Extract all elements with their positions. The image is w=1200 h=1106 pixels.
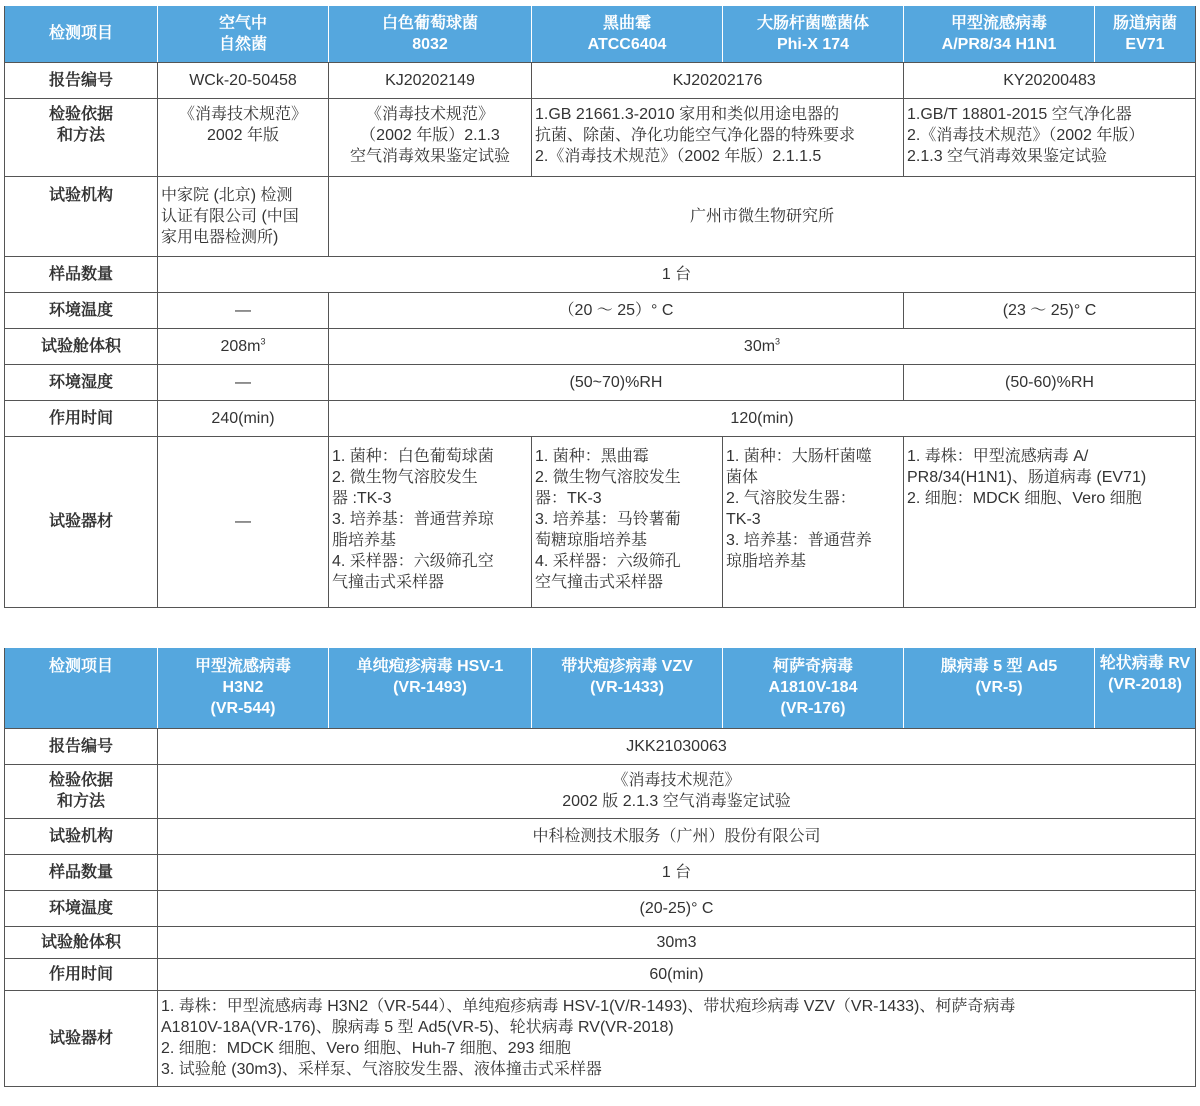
row2-equipment (5, 990, 1196, 1086)
header-ev71: 肠道病菌 EV71 (1095, 6, 1196, 62)
equipment-flu-ev: 1. 毒株：甲型流感病毒 A/ PR8/34(H1N1)、肠道病毒 (EV71) 2. 细胞：MDCK 细胞、Vero 细胞 (904, 436, 1196, 607)
duration-natural: 240(min) (158, 400, 329, 436)
equipment-asp: 1. 菌种：黑曲霉 2. 微生物气溶胶发生 器：TK-3 3. 培养基：马铃薯葡 萄糖琼脂培养基 4. 采样器：六级筛孔 空气撞击式采样器 (532, 436, 723, 607)
equipment-natural: — (158, 436, 329, 607)
header-row-2 (5, 648, 1196, 728)
label-report-no: 报告编号 (5, 62, 158, 98)
label2-volume: 试验舱体积 (5, 926, 158, 958)
volume-others (329, 328, 1196, 364)
temperature-mid: （20 ～ 25）° C (329, 292, 904, 328)
institution-natural: 中家院 (北京) 检测 认证有限公司 (中国 家用电器检测所) (158, 176, 329, 256)
label2-basis: 检验依据 和方法 (5, 764, 158, 818)
label-volume: 试验舱体积 (5, 328, 158, 364)
report-no-flu-ev: KY20200483 (904, 62, 1196, 98)
volume-natural (158, 328, 329, 364)
label2-temperature: 环境温度 (5, 890, 158, 926)
label2-equipment: 试验器材 (5, 990, 158, 1086)
basis-staph: 《消毒技术规范》 （2002 年版）2.1.3 空气消毒效果鉴定试验 (329, 98, 532, 176)
row-temperature (5, 292, 1196, 328)
test-table-bacteria (4, 6, 1196, 608)
row2-temperature (5, 890, 1196, 926)
header2-adenovirus: 腺病毒 5 型 Ad5 (VR-5) (904, 648, 1095, 728)
report-no-staph: KJ20202149 (329, 62, 532, 98)
temperature-flu-ev: (23 ～ 25)° C (904, 292, 1196, 328)
label-equipment: 试验器材 (5, 436, 158, 607)
equipment-staph: 1. 菌种：白色葡萄球菌 2. 微生物气溶胶发生 器 :TK-3 3. 培养基：普通营养琼 脂培养基 4. 采样器：六级筛孔空 气撞击式采样器 (329, 436, 532, 607)
header-phage: 大肠杆菌噬菌体 Phi-X 174 (723, 6, 904, 62)
row2-institution (5, 818, 1196, 854)
sample-qty-all: 1 台 (158, 256, 1196, 292)
basis-flu-ev: 1.GB/T 18801-2015 空气净化器 2.《消毒技术规范》（2002 年版） 2.1.3 空气消毒效果鉴定试验 (904, 98, 1196, 176)
label-sample-qty: 样品数量 (5, 256, 158, 292)
report-no-asp-phage: KJ20202176 (532, 62, 904, 98)
header2-rotavirus: 轮状病毒 RV (VR-2018) (1095, 648, 1196, 728)
test-table-virus (4, 648, 1196, 1087)
sample-qty2-value: 1 台 (158, 854, 1196, 890)
row-volume (5, 328, 1196, 364)
header-row (5, 6, 1196, 62)
institution-others: 广州市微生物研究所 (329, 176, 1196, 256)
header2-hsv1: 单纯疱疹病毒 HSV-1 (VR-1493) (329, 648, 532, 728)
row-institution (5, 176, 1196, 256)
row2-sample-qty (5, 854, 1196, 890)
row-sample-qty (5, 256, 1196, 292)
temperature2-value: (20-25)° C (158, 890, 1196, 926)
header2-coxsackie: 柯萨奇病毒 A1810V-184 (VR-176) (723, 648, 904, 728)
equipment2-value: 1. 毒株：甲型流感病毒 H3N2（VR-544）、单纯疱疹病毒 HSV-1(V/R-1493)、带状疱珍病毒 VZV（VR-1433)、柯萨奇病毒 A1810V-18A(VR-176)、腺病毒 5 型 Ad5(VR-5)、轮状病毒 RV(VR-2018) 2. 细胞：MDCK 细胞、Vero 细胞、Huh-7 细胞、293 细胞 3. 试验舱 (30m3)、采样泵、气溶胶发生器、液体撞击式采样器 (158, 990, 1196, 1086)
row-basis (5, 98, 1196, 176)
volume-others-value: 30m (743, 337, 776, 355)
label-humidity: 环境湿度 (5, 364, 158, 400)
humidity-natural: — (158, 364, 329, 400)
basis-asp-phage: 1.GB 21661.3-2010 家用和类似用途电器的 抗菌、除菌、净化功能空气净化器的特殊要求 2.《消毒技术规范》（2002 年版）2.1.1.5 (532, 98, 904, 176)
header2-flu-h3n2: 甲型流感病毒 H3N2 (VR-544) (158, 648, 329, 728)
header2-test-item: 检测项目 (5, 648, 158, 728)
header2-vzv: 带状疱疹病毒 VZV (VR-1433) (532, 648, 723, 728)
humidity-flu-ev: (50-60)%RH (904, 364, 1196, 400)
row2-report-no (5, 728, 1196, 764)
duration2-value: 60(min) (158, 958, 1196, 990)
row-report-no (5, 62, 1196, 98)
label-temperature: 环境温度 (5, 292, 158, 328)
label-basis: 检验依据 和方法 (5, 98, 158, 176)
header-test-item: 检测项目 (5, 6, 158, 62)
row-equipment (5, 436, 1196, 607)
label-institution: 试验机构 (5, 176, 158, 256)
basis-natural: 《消毒技术规范》 2002 年版 (158, 98, 329, 176)
report2-no: JKK21030063 (158, 728, 1196, 764)
row-duration (5, 400, 1196, 436)
basis2-value: 《消毒技术规范》 2002 版 2.1.3 空气消毒鉴定试验 (158, 764, 1196, 818)
volume2-value: 30m3 (158, 926, 1196, 958)
header-flu-h1n1: 甲型流感病毒 A/PR8/34 H1N1 (904, 6, 1095, 62)
header-staphylococcus: 白色葡萄球菌 8032 (329, 6, 532, 62)
report-no-natural: WCk-20-50458 (158, 62, 329, 98)
temperature-natural: — (158, 292, 329, 328)
equipment-phage: 1. 菌种：大肠杆菌噬 菌体 2. 气溶胶发生器： TK-3 3. 培养基：普通营养 琼脂培养基 (723, 436, 904, 607)
row2-basis (5, 764, 1196, 818)
volume-others-sup: 3 (775, 336, 781, 347)
volume-natural-sup: 3 (260, 336, 266, 347)
institution2-value: 中科检测技术服务（广州）股份有限公司 (158, 818, 1196, 854)
humidity-mid: (50~70)%RH (329, 364, 904, 400)
label2-institution: 试验机构 (5, 818, 158, 854)
row2-volume (5, 926, 1196, 958)
row2-duration (5, 958, 1196, 990)
label2-sample-qty: 样品数量 (5, 854, 158, 890)
header-natural-bacteria: 空气中 自然菌 (158, 6, 329, 62)
row-humidity (5, 364, 1196, 400)
volume-natural-value: 208m (220, 337, 261, 355)
duration-others: 120(min) (329, 400, 1196, 436)
header-aspergillus: 黑曲霉 ATCC6404 (532, 6, 723, 62)
label2-duration: 作用时间 (5, 958, 158, 990)
label2-report-no: 报告编号 (5, 728, 158, 764)
label-duration: 作用时间 (5, 400, 158, 436)
